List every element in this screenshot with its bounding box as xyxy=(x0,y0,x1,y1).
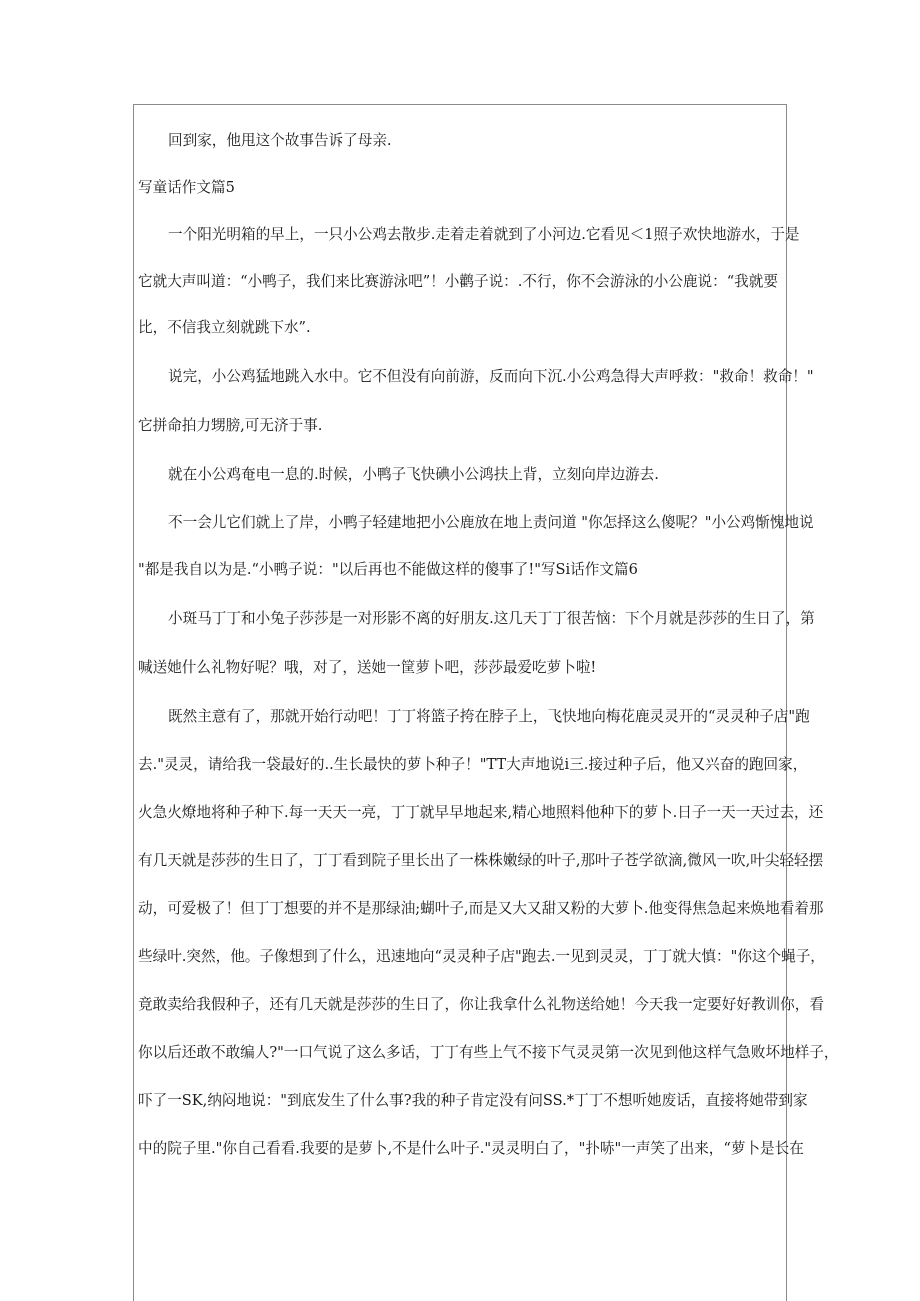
paragraph-line: "都是我自以为是.“小鸭子说："以后再也不能做这样的傻事了!"写Si话作文篇6 xyxy=(138,561,638,578)
paragraph-line: 中的院子里."你自己看看.我要的是萝卜,不是什么叶子."灵灵明白了，"扑哧"一声笑了出来，“萝卜是长在 xyxy=(138,1140,804,1157)
paragraph-line: 不一会儿它们就上了岸，小鸭子轻建地把小公鹿放在地上责问道 "你怎择这么傻呢？"小公鸡惭愧地说 xyxy=(168,514,814,531)
paragraph-line: 有几天就是莎莎的生日了，丁丁看到院子里长出了一株株嫩绿的叶子,那叶子苍学欲滴,微风一吹,叶尖轻轻摆 xyxy=(138,852,824,869)
paragraph-line: 既然主意有了，那就开始行动吧！丁丁将篮子挎在脖子上，飞快地向梅花鹿灵灵开的“灵灵种子店"跑 xyxy=(168,708,810,725)
paragraph-line: 你以后还敢不敢编人?"一口气说了这么多话，丁丁有些上气不接下气灵灵第一次见到他这样气急败坏地样子， xyxy=(138,1044,839,1061)
paragraph-line: 说完，小公鸡猛地跳入水中。它不但没有向前游，反而向下沉.小公鸡急得大声呼救："救命！救命！" xyxy=(168,368,814,385)
paragraph-line: 就在小公鸡奄电一息的.时候，小鸭子飞快碘小公鸿扶上背，立刻向岸边游去. xyxy=(168,466,659,483)
paragraph-line: 竟敢卖给我假种子，还有几天就是莎莎的生日了，你让我拿什么礼物送给她！今天我一定要好好教训你，看 xyxy=(138,996,824,1013)
paragraph-line: 小斑马丁丁和小兔子莎莎是一对形影不离的好朋友.这几天丁丁很苦恼：下个月就是莎莎的生日了，第 xyxy=(168,610,815,627)
paragraph-line: 吓了一SK,纳闷地说："到底发生了什么事?我的种子肯定没有问SS.*丁丁不想听她废话，直接将她带到家 xyxy=(138,1092,808,1109)
paragraph-line: 喊送她什么礼物好呢？哦，对了，送她一筐萝卜吧，莎莎最爱吃萝卜啦! xyxy=(138,659,597,676)
section-heading: 写童话作文篇5 xyxy=(138,179,235,196)
paragraph-line: 去."灵灵，请给我一袋最好的..生长最快的萝卜种子！"TT大声地说i三.接过种子后，他又兴奋的跑回家， xyxy=(138,756,808,773)
paragraph-line: 它就大声叫道：“小鸭子，我们来比赛游泳吧”！小鹳子说：.不行，你不会游泳的小公鹿说：“我就要 xyxy=(138,273,778,290)
document-page xyxy=(133,104,839,1301)
paragraph-line: 火急火燎地将种子种下.每一天天一亮，丁丁就早早地起来,精心地照料他种下的萝卜.日子一天一天过去，还 xyxy=(138,804,824,821)
paragraph-line: 比，不信我立刻就跳下水”. xyxy=(138,319,311,336)
paragraph-line: 它拼命拍力甥膀,可无济于事. xyxy=(138,417,323,434)
paragraph-line: 动，可爱极了！但丁丁想要的并不是那绿油;蝴叶子,而是又大又甜又粉的大萝卜.他变得焦急起来焕地看着那 xyxy=(138,900,824,917)
paragraph-line: 回到家，他甩这个故事告诉了母亲. xyxy=(168,132,392,149)
paragraph-line: 些绿叶.突然，他。子像想到了什么，迅速地向“灵灵种子店"跑去.一见到灵灵，丁丁就大慎："你这个蝇子， xyxy=(138,948,825,965)
paragraph-line: 一个阳光明箱的早上，一只小公鸡去散步.走着走着就到了小河边.它看见＜1照子欢快地游水，于是 xyxy=(168,226,800,243)
